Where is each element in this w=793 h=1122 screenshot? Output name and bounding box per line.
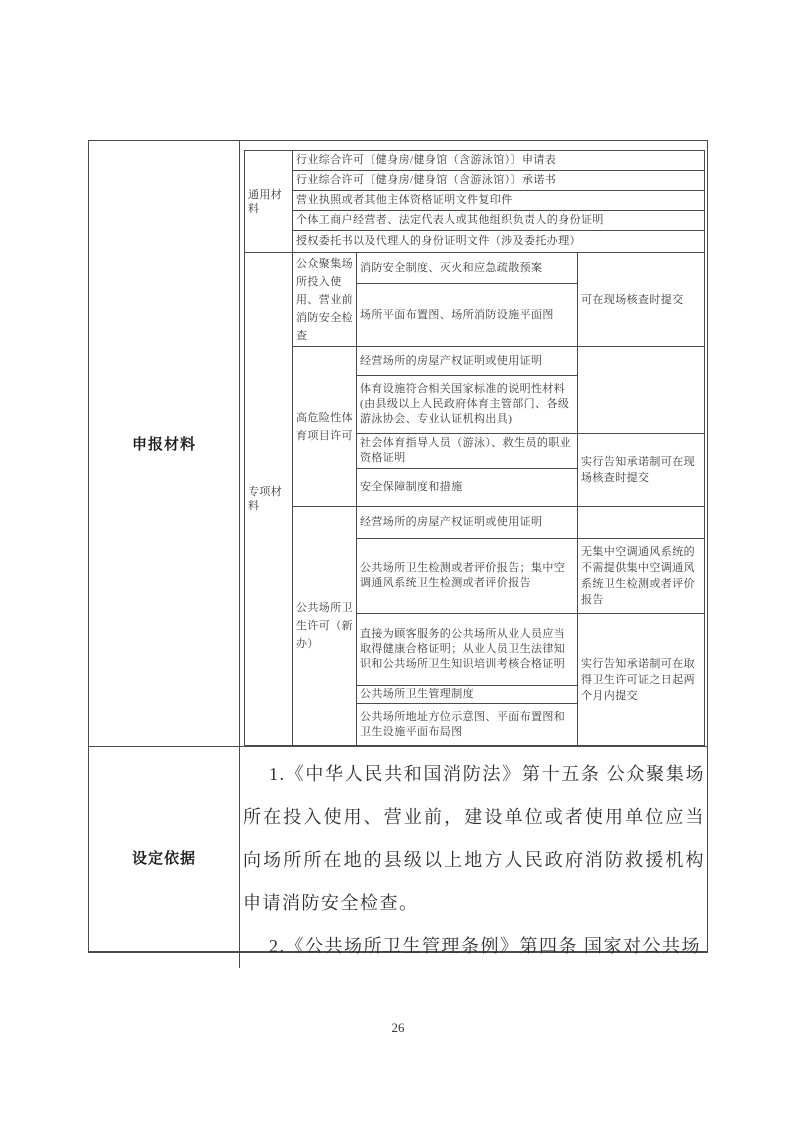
- fire-check-item: 场所平面布置图、场所消防设施平面图: [357, 284, 578, 347]
- table-row: [245, 151, 705, 171]
- hygiene-license-empty-note: [578, 507, 705, 539]
- common-item: 营业执照或者其他主体资格证明文件复印件: [293, 191, 705, 211]
- common-item: 行业综合许可〔健身房/健身馆（含游泳馆）〕承诺书: [293, 171, 705, 191]
- special-materials-category: 专项材料: [245, 253, 293, 746]
- sports-license-item: 体育设施符合相关国家标准的说明性材料(由县级以上人民政府体育主管部门、各级游泳协会、专业认证机构出具): [357, 376, 578, 434]
- sports-license-item: 安全保障制度和措施: [357, 469, 578, 507]
- page-number: 26: [391, 1020, 405, 1035]
- sports-license-item: 社会体育指导人员（游泳）、救生员的职业资格证明: [357, 434, 578, 469]
- hygiene-license-subcategory: 公共场所卫生许可（新办）: [293, 507, 357, 746]
- sports-license-note: 实行告知承诺制可在现场核查时提交: [578, 434, 705, 507]
- table-row: [245, 191, 705, 211]
- table-row: [245, 171, 705, 191]
- application-materials-row: [89, 141, 707, 747]
- table-row: [245, 253, 705, 284]
- fire-check-item: 消防安全制度、灭火和应急疏散预案: [357, 253, 578, 284]
- legal-basis-label-cell: [89, 747, 240, 968]
- application-materials-content: [240, 141, 707, 746]
- guide-table: [88, 140, 708, 956]
- hygiene-license-item: 公共场所地址方位示意图、平面布置图和卫生设施平面布局图: [357, 704, 578, 746]
- fire-check-note: 可在现场核查时提交: [578, 253, 705, 347]
- hygiene-license-item: 公共场所卫生管理制度: [357, 686, 578, 704]
- application-materials-label-cell: [89, 141, 240, 746]
- common-item: 授权委托书以及代理人的身份证明文件（涉及委托办理）: [293, 231, 705, 253]
- hygiene-license-item: 公共场所卫生检测或者评价报告；集中空调通风系统卫生检测或者评价报告: [357, 539, 578, 614]
- application-materials-label: 申报材料: [131, 436, 196, 453]
- sports-license-empty-note: [578, 347, 705, 434]
- table-row: [245, 507, 705, 539]
- common-item: 行业综合许可〔健身房/健身馆（含游泳馆）〕申请表: [293, 151, 705, 171]
- table-row: [245, 347, 705, 376]
- fire-check-subcategory: 公众聚集场所投入使用、营业前消防安全检查: [293, 253, 357, 347]
- legal-basis-paragraph-2: 2.《公共场所卫生管理条例》第四条 国家对公共场: [269, 936, 701, 956]
- table-row: [245, 211, 705, 231]
- legal-basis-label: 设定依据: [131, 850, 196, 867]
- common-item: 个体工商户经营者、法定代表人或其他组织负责人的身份证明: [293, 211, 705, 231]
- legal-basis-paragraph-1: 1.《中华人民共和国消防法》第十五条 公众聚集场所在投入使用、营业前，建设单位或者使用单位应当向场所所在地的县级以上地方人民政府消防救援机构申请消防安全检查。: [243, 764, 705, 913]
- table-row: [245, 231, 705, 253]
- sports-license-subcategory: 高危险性体育项目许可: [293, 347, 357, 507]
- legal-basis-row: [89, 747, 707, 968]
- hygiene-license-aircon-note: 无集中空调通风系统的不需提供集中空调通风系统卫生检测或者评价报告: [578, 539, 705, 614]
- hygiene-license-promise-note: 实行告知承诺制可在取得卫生许可证之日起两个月内提交: [578, 614, 705, 746]
- hygiene-license-item: 经营场所的房屋产权证明或使用证明: [357, 507, 578, 539]
- sports-license-item: 经营场所的房屋产权证明或使用证明: [357, 347, 578, 376]
- legal-basis-content: [240, 747, 707, 968]
- legal-basis-text: [240, 747, 707, 968]
- common-materials-category: 通用材料: [245, 151, 293, 253]
- hygiene-license-item: 直接为顾客服务的公共场所从业人员应当取得健康合格证明；从业人员卫生法律知识和公共场所卫生知识培训考核合格证明: [357, 614, 578, 686]
- materials-table: [244, 150, 705, 746]
